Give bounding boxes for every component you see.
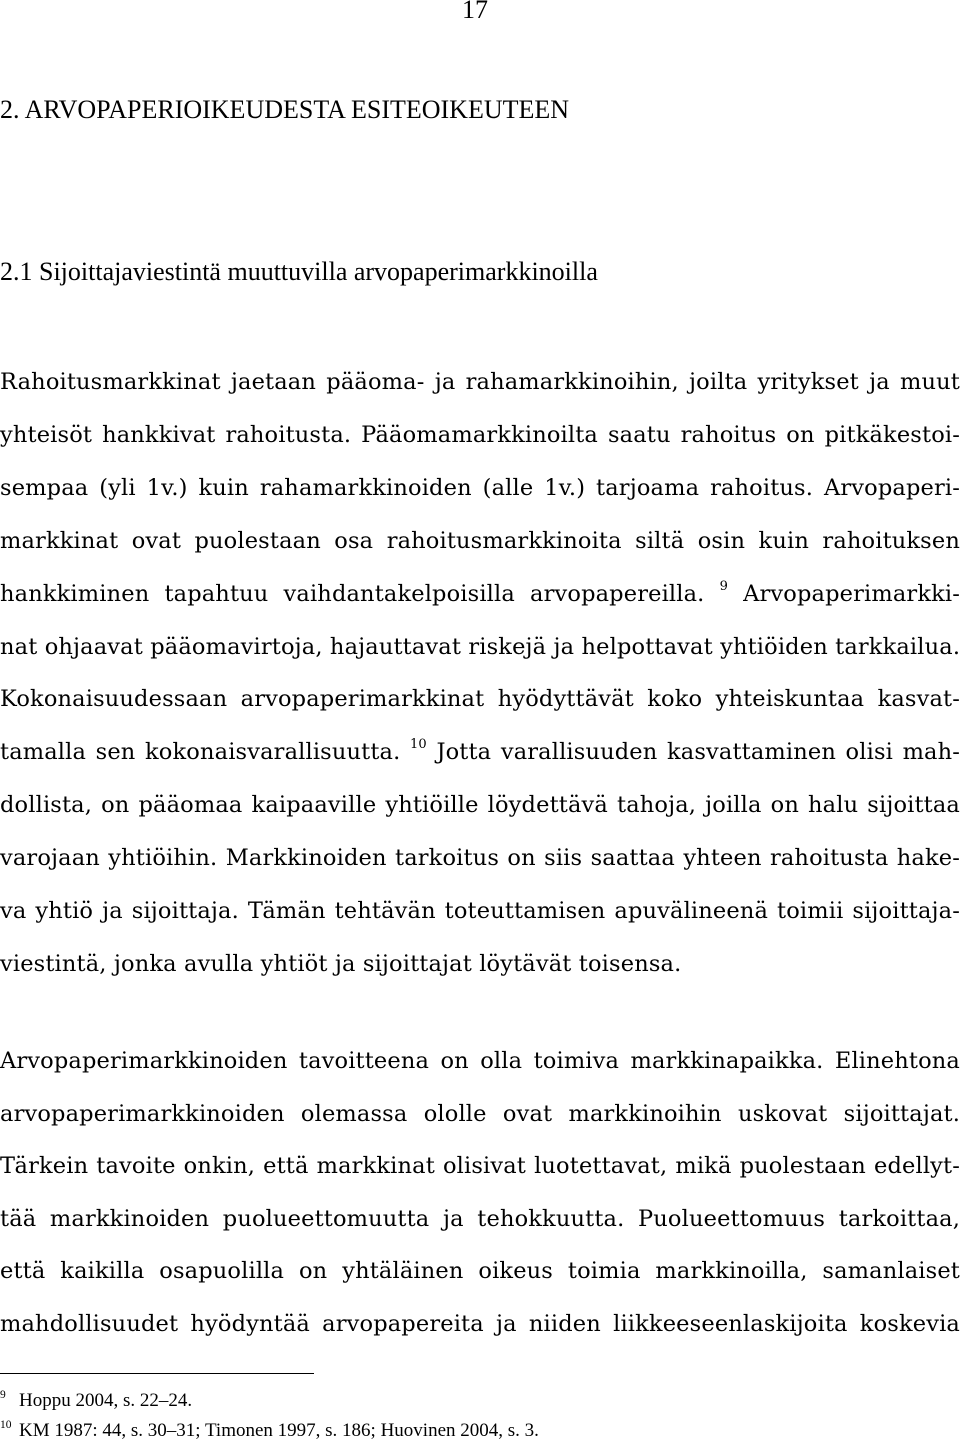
- paragraph-line: [0, 726, 960, 779]
- paragraph-line: viestintä, jonka avulla yhtiöt ja sijoittajat löytävät toisensa.: [0, 950, 682, 977]
- footnote-9: 9 Hoppu 2004, s. 22–24.: [0, 1389, 193, 1411]
- paragraph-line: Tärkein tavoite onkin, että markkinat olisivat luotettavat, mikä puolestaan edellyt-: [0, 1153, 960, 1180]
- footnote-text: Hoppu 2004, s. 22–24.: [19, 1390, 193, 1411]
- paragraph-line: yhteisöt hankkivat rahoitusta. Pääomamarkkinoilta saatu rahoitus on pitkäkestoi-: [0, 421, 960, 448]
- footnotes: [0, 1386, 539, 1446]
- paragraph-line: Rahoitusmarkkinat jaetaan pääoma- ja rahamarkkinoihin, joilta yritykset ja muut: [0, 369, 960, 395]
- paragraph-text: Arvopaperimarkki-: [743, 580, 960, 607]
- paragraph-text: tamalla sen kokonaisvarallisuutta.: [0, 739, 401, 766]
- footnote-reference-9[interactable]: 9: [719, 578, 729, 594]
- paragraph-line: markkinat ovat puolestaan osa rahoitusmarkkinoita siltä osin kuin rahoituksen: [0, 527, 960, 554]
- body-paragraph-1: [0, 356, 960, 991]
- paragraph-line: dollista, on pääomaa kaipaaville yhtiöille löydettävä tahoja, joilla on halu sijoittaa: [0, 792, 960, 819]
- footnote-text: KM 1987: 44, s. 30–31; Timonen 1997, s. 186; Huovinen 2004, s. 3.: [19, 1420, 539, 1441]
- paragraph-line: Kokonaisuudessaan arvopaperimarkkinat hyödyttävät koko yhteiskuntaa kasvat-: [0, 686, 960, 713]
- paragraph-line: että kaikilla osapuolilla on yhtäläinen oikeus toimia markkinoilla, samanlaiset: [0, 1258, 960, 1285]
- body-paragraph-2: [0, 1035, 960, 1351]
- paragraph-line: arvopaperimarkkinoiden olemassa ololle ovat markkinoihin uskovat sijoittajat.: [0, 1100, 960, 1127]
- paragraph-line: sempaa (yli 1v.) kuin rahamarkkinoiden (alle 1v.) tarjoama rahoitus. Arvopaperi-: [0, 474, 960, 501]
- paragraph-line: varojaan yhtiöihin. Markkinoiden tarkoitus on siis saattaa yhteen rahoitusta hake-: [0, 845, 960, 872]
- footnote-reference-10[interactable]: 10: [410, 737, 427, 753]
- paragraph-line: Arvopaperimarkkinoiden tavoitteena on olla toimiva markkinapaikka. Elinehtona: [0, 1048, 960, 1074]
- footnote-10: 10 KM 1987: 44, s. 30–31; Timonen 1997, s. 186; Huovinen 2004, s. 3.: [0, 1419, 539, 1441]
- paragraph-line: mahdollisuudet hyödyntää arvopapereita ja niiden liikkeeseenlaskijoita koskevia: [0, 1310, 960, 1337]
- paragraph-text: Jotta varallisuuden kasvattaminen olisi mah-: [436, 739, 960, 766]
- paragraph-line: tää markkinoiden puolueettomuutta ja tehokkuutta. Puolueettomuus tarkoittaa,: [0, 1205, 960, 1232]
- page-number: 17: [462, 0, 488, 24]
- paragraph-line: nat ohjaavat pääomavirtoja, hajauttavat riskejä ja helpottavat yhtiöiden tarkkailua.: [0, 633, 960, 660]
- paragraph-text: hankkiminen tapahtuu vaihdantakelpoisilla arvopapereilla.: [0, 580, 705, 607]
- paragraph-line: va yhtiö ja sijoittaja. Tämän tehtävän toteuttamisen apuvälineenä toimii sijoittaja-: [0, 898, 960, 925]
- chapter-heading: 2. ARVOPAPERIOIKEUDESTA ESITEOIKEUTEEN: [0, 95, 570, 124]
- footnote-separator: [0, 1373, 314, 1374]
- section-heading: 2.1 Sijoittajaviestintä muuttuvilla arvopaperimarkkinoilla: [0, 257, 598, 286]
- paragraph-line: [0, 568, 960, 621]
